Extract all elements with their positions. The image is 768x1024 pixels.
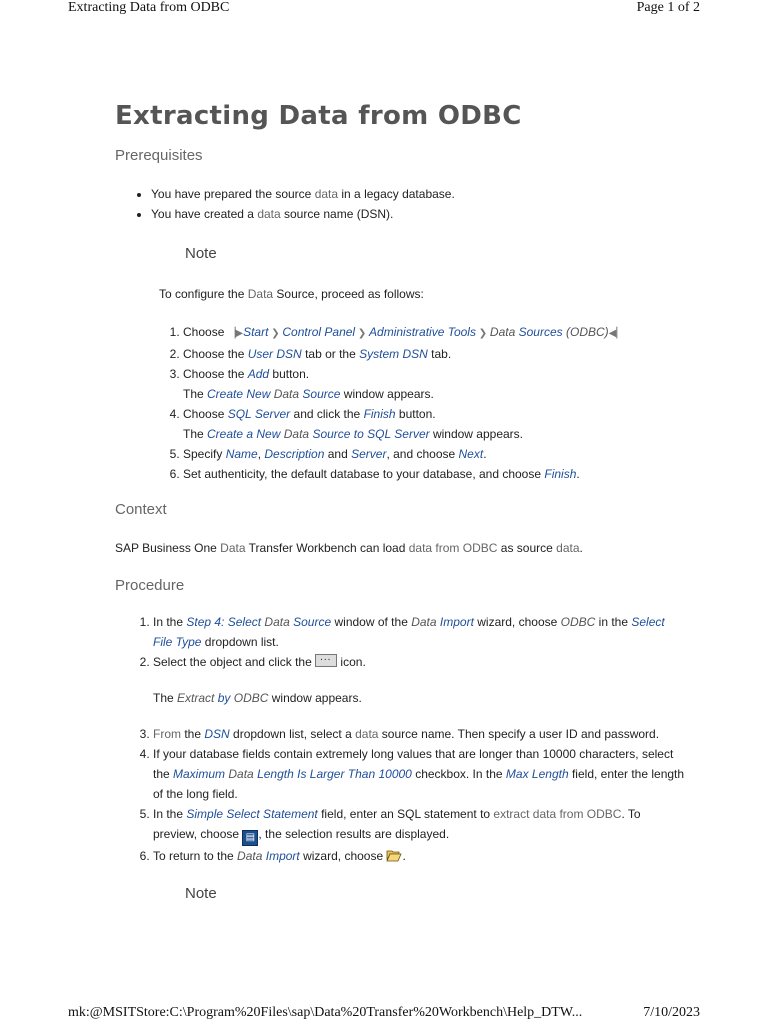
link-create-new[interactable]: Create New bbox=[207, 387, 271, 401]
note-intro bbox=[159, 284, 685, 304]
glossary-link[interactable]: ODBC bbox=[560, 615, 596, 629]
link-user-dsn[interactable]: User DSN bbox=[247, 347, 302, 361]
text: In the bbox=[153, 807, 187, 821]
list-item bbox=[153, 804, 685, 846]
link-maximum[interactable]: Maximum bbox=[173, 767, 226, 781]
page-title: Extracting Data from ODBC bbox=[115, 101, 522, 131]
link-length-larger[interactable]: Length Is Larger Than 10000 bbox=[257, 767, 412, 781]
link-finish[interactable]: Finish bbox=[544, 467, 577, 481]
glossary-link[interactable]: data bbox=[257, 207, 281, 221]
link-import[interactable]: Import bbox=[439, 615, 474, 629]
list-item bbox=[183, 364, 685, 404]
glossary-link[interactable]: Data bbox=[273, 387, 300, 401]
text: wizard, choose bbox=[473, 615, 561, 629]
chevron-right-icon: ❯ bbox=[268, 328, 283, 339]
text: dropdown list. bbox=[201, 635, 279, 649]
glossary-link[interactable]: Data bbox=[228, 767, 254, 781]
procedure-heading: Procedure bbox=[115, 577, 185, 594]
text: tab or the bbox=[301, 347, 360, 361]
text: dropdown list, select a bbox=[229, 727, 356, 741]
prerequisites-list bbox=[115, 184, 685, 224]
footer-date: 7/10/2023 bbox=[643, 1005, 700, 1020]
page-footer bbox=[68, 1005, 700, 1021]
text: . bbox=[579, 541, 583, 555]
note-heading: Note bbox=[185, 245, 217, 262]
list-item bbox=[151, 184, 685, 204]
text: and click the bbox=[290, 407, 364, 421]
text: To configure the bbox=[159, 287, 248, 301]
list-item bbox=[183, 404, 685, 444]
text: Choose bbox=[183, 407, 228, 421]
step-result bbox=[153, 688, 685, 708]
procedure-steps bbox=[115, 612, 685, 866]
page-header bbox=[68, 0, 700, 16]
text: Select the object and click the bbox=[153, 655, 316, 669]
text: . bbox=[576, 467, 580, 481]
text: , bbox=[257, 447, 265, 461]
glossary-link[interactable]: data from ODBC bbox=[408, 541, 498, 555]
prerequisites-heading: Prerequisites bbox=[115, 147, 203, 164]
text: The bbox=[153, 691, 178, 705]
text: Choose the bbox=[183, 347, 248, 361]
glossary-link[interactable]: Data bbox=[283, 427, 310, 441]
link-source-to-sql-server[interactable]: Source to SQL Server bbox=[312, 427, 430, 441]
text: icon. bbox=[337, 655, 366, 669]
text: , the selection results are displayed. bbox=[258, 827, 450, 841]
list-item bbox=[151, 204, 685, 224]
text: field, enter the length of the long field. bbox=[153, 767, 685, 801]
text: source name (DSN). bbox=[280, 207, 394, 221]
text: checkbox. In the bbox=[411, 767, 506, 781]
link-description[interactable]: Description bbox=[264, 447, 325, 461]
menu-path-start-icon: ▕▶ bbox=[227, 328, 244, 339]
list-item bbox=[153, 846, 685, 866]
menu-path-end-icon: ◀▏ bbox=[608, 328, 625, 339]
list-item bbox=[153, 724, 685, 744]
link-create-a-new[interactable]: Create a New bbox=[207, 427, 281, 441]
link-select-file-type[interactable]: Select File Type bbox=[153, 615, 665, 649]
text: , and choose bbox=[386, 447, 459, 461]
text: button. bbox=[395, 407, 436, 421]
glossary-link[interactable]: ODBC bbox=[233, 691, 269, 705]
link-administrative-tools[interactable]: Administrative Tools bbox=[369, 325, 476, 339]
link-name[interactable]: Name bbox=[225, 447, 258, 461]
glossary-link[interactable]: From bbox=[153, 727, 181, 741]
configure-steps bbox=[115, 322, 685, 484]
glossary-link[interactable]: data bbox=[556, 541, 580, 555]
text: Set authenticity, the default database to your database, and choose bbox=[183, 467, 545, 481]
text: wizard, choose bbox=[299, 849, 387, 863]
text: button. bbox=[269, 367, 310, 381]
open-folder-icon bbox=[386, 848, 402, 862]
link-step-4[interactable]: Step 4: Select bbox=[186, 615, 262, 629]
text: as source bbox=[497, 541, 557, 555]
context-heading: Context bbox=[115, 501, 167, 518]
text: You have created a bbox=[151, 207, 258, 221]
glossary-link[interactable]: Data bbox=[247, 287, 274, 301]
link-sources[interactable]: Sources bbox=[518, 325, 563, 339]
text: . To preview, choose bbox=[153, 807, 641, 841]
document-body bbox=[115, 100, 685, 904]
text: In the bbox=[153, 615, 187, 629]
text: window appears. bbox=[268, 691, 362, 705]
list-item bbox=[183, 344, 685, 364]
text: and bbox=[324, 447, 352, 461]
link-server[interactable]: Server bbox=[351, 447, 387, 461]
text: SAP Business One bbox=[115, 541, 221, 555]
list-item bbox=[153, 652, 685, 708]
list-item bbox=[153, 744, 685, 804]
page-number: Page 1 of 2 bbox=[636, 0, 700, 15]
text: tab. bbox=[427, 347, 452, 361]
link-start[interactable]: Start bbox=[243, 325, 269, 339]
text: Choose bbox=[183, 325, 228, 339]
query-preview-icon: ▤ bbox=[242, 830, 258, 846]
text: Transfer Workbench can load bbox=[245, 541, 409, 555]
glossary-link[interactable]: Data bbox=[220, 541, 246, 555]
text: The bbox=[183, 387, 208, 401]
link-by[interactable]: by bbox=[217, 691, 231, 705]
text: If your database fields contain extremely long values that are longer than 10000 characters, select the bbox=[153, 747, 674, 781]
glossary-link[interactable]: Data bbox=[489, 325, 516, 339]
text: To return to the bbox=[153, 849, 238, 863]
text: in a legacy database. bbox=[338, 187, 455, 201]
link-system-dsn[interactable]: System DSN bbox=[359, 347, 428, 361]
text: The bbox=[183, 427, 208, 441]
glossary-link[interactable]: Data bbox=[237, 849, 263, 863]
glossary-link[interactable]: data bbox=[314, 187, 339, 201]
glossary-link[interactable]: Extract bbox=[177, 691, 215, 705]
link-simple-select-statement[interactable]: Simple Select Statement bbox=[186, 807, 318, 821]
text: You have prepared the source bbox=[151, 187, 315, 201]
chevron-right-icon: ❯ bbox=[475, 328, 490, 339]
link-add[interactable]: Add bbox=[247, 367, 270, 381]
glossary-link[interactable]: (ODBC) bbox=[565, 325, 609, 339]
text: . bbox=[483, 447, 487, 461]
glossary-link[interactable]: Data bbox=[411, 615, 437, 629]
list-item bbox=[183, 464, 685, 484]
text: window of the bbox=[331, 615, 412, 629]
link-import[interactable]: Import bbox=[265, 849, 300, 863]
glossary-link[interactable]: data bbox=[355, 727, 379, 741]
list-item bbox=[183, 322, 685, 344]
text: window appears. bbox=[429, 427, 523, 441]
text: in the bbox=[595, 615, 632, 629]
link-max-length[interactable]: Max Length bbox=[505, 767, 569, 781]
context-text bbox=[115, 538, 685, 558]
link-source[interactable]: Source bbox=[293, 615, 332, 629]
link-source[interactable]: Source bbox=[302, 387, 341, 401]
link-finish[interactable]: Finish bbox=[363, 407, 396, 421]
link-next[interactable]: Next bbox=[458, 447, 484, 461]
text: . bbox=[402, 849, 406, 863]
text: Source, proceed as follows: bbox=[273, 287, 424, 301]
link-dsn[interactable]: DSN bbox=[204, 727, 230, 741]
list-item bbox=[153, 612, 685, 652]
link-control-panel[interactable]: Control Panel bbox=[282, 325, 356, 339]
text: source name. Then specify a user ID and password. bbox=[378, 727, 660, 741]
text: field, enter an SQL statement to bbox=[317, 807, 494, 821]
browse-button-icon bbox=[315, 654, 337, 667]
glossary-link[interactable]: extract data from ODBC bbox=[493, 807, 622, 821]
chevron-right-icon: ❯ bbox=[355, 328, 370, 339]
text: Specify bbox=[183, 447, 226, 461]
list-item bbox=[183, 444, 685, 464]
link-sql-server[interactable]: SQL Server bbox=[227, 407, 291, 421]
text: Choose the bbox=[183, 367, 248, 381]
footer-path: mk:@MSITStore:C:\Program%20Files\sap\Data%20Transfer%20Workbench\Help_DTW... bbox=[68, 1005, 583, 1020]
glossary-link[interactable]: Data bbox=[264, 615, 290, 629]
text: window appears. bbox=[340, 387, 434, 401]
note-heading-2: Note bbox=[185, 885, 217, 902]
header-title: Extracting Data from ODBC bbox=[68, 0, 230, 15]
text: the bbox=[181, 727, 205, 741]
